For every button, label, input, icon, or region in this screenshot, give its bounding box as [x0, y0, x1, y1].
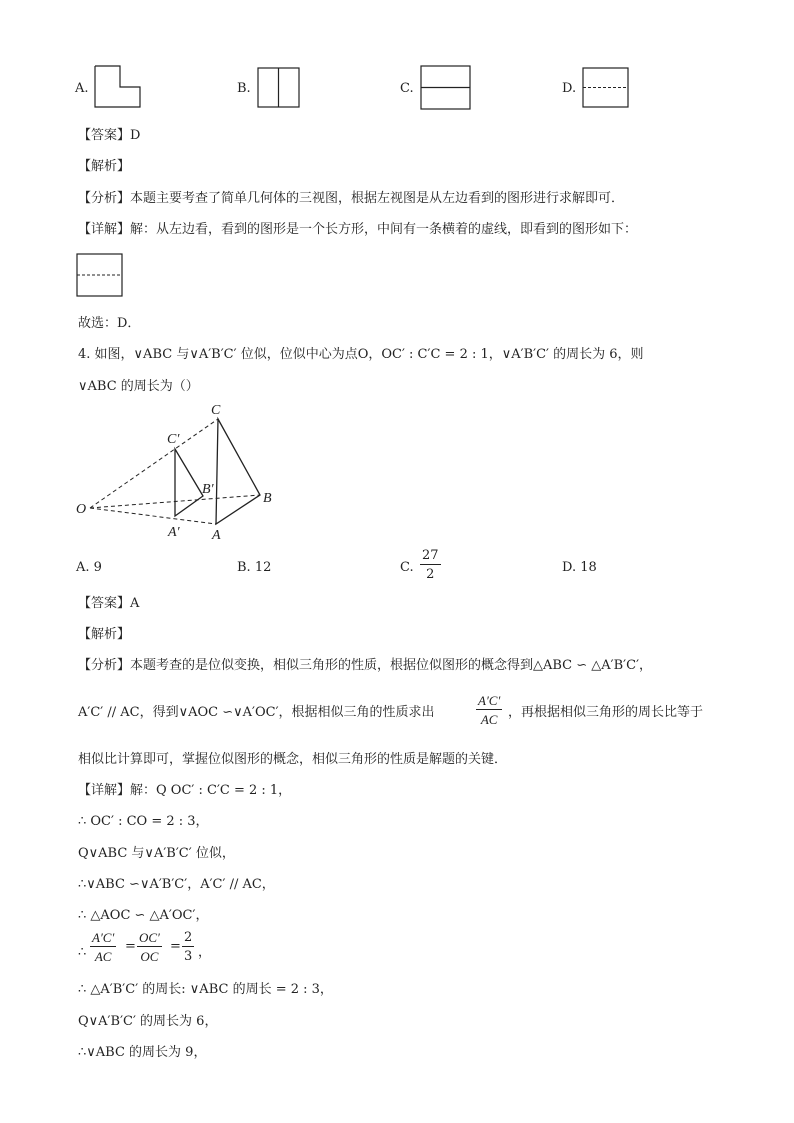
triangle-a1b1c1 — [175, 449, 203, 516]
label-c: C — [211, 403, 221, 418]
q3-answer-figure — [76, 253, 124, 297]
q4-fenxi-line3: 相似比计算即可，掌握位似图形的概念，相似三角形的性质是解题的关键． — [78, 752, 508, 767]
label-b: B — [263, 491, 272, 506]
q4-jiexi-heading: 【解析】 — [78, 627, 131, 642]
q4-answer: 【答案】A — [78, 596, 140, 611]
ray-oa — [90, 508, 216, 524]
option-c-label: C. — [400, 81, 414, 96]
label-a-prime: A′ — [168, 525, 180, 540]
q4-step-2: ∴ OC′ : CO = 2 : 3， — [78, 814, 209, 829]
q3-jiexi-heading: 【解析】 — [78, 159, 131, 174]
q4-fenxi-line1: 【分析】本题考查的是位似变换，相似三角形的性质，根据位似图形的概念得到△ABC ∽ △A′B′C′， — [78, 658, 653, 673]
option-b-shape — [257, 67, 301, 109]
q4-step-7: ∴ △A′B′C′ 的周长: ∨ABC 的周长 = 2 : 3， — [78, 982, 333, 997]
q3-fenxi: 【分析】本题主要考查了简单几何体的三视图，根据左视图是从左边看到的图形进行求解即可． — [78, 191, 625, 206]
q4-homothety-figure — [70, 398, 290, 548]
q4-step-6-equals-1: = — [125, 939, 136, 954]
triangle-abc — [216, 419, 260, 524]
q4-option-c-label: C. — [400, 560, 414, 575]
q4-step-3: Q∨ABC 与∨A′B′C′ 位似， — [78, 846, 235, 861]
q4-step-9: ∴∨ABC 的周长为 9， — [78, 1045, 207, 1060]
q4-option-b: B. 12 — [237, 560, 272, 575]
q4-step-6-fraction-3: $\frac{2}{3}$ — [184, 930, 193, 964]
option-b-label: B. — [237, 81, 251, 96]
label-a: A — [212, 528, 221, 543]
q4-step-6-prefix: ∴ — [78, 945, 87, 960]
option-d-label: D. — [562, 81, 577, 96]
q4-fenxi-line2-a: A′C′ // AC，得到∨AOC ∽∨A′OC′，根据相似三角的性质求出 — [78, 705, 435, 720]
q4-fenxi-line2-b: ，再根据相似三角形的周长比等于 — [508, 705, 704, 720]
q3-xiangjie: 【详解】解：从左边看，看到的图形是一个长方形，中间有一条横着的虚线，即看到的图形如下： — [78, 222, 638, 237]
label-b-prime: B′ — [202, 482, 214, 497]
q4-option-c-fraction: $\frac{27}{2}$ — [422, 548, 439, 582]
q4-option-d: D. 18 — [562, 560, 597, 575]
option-a-label: A. — [75, 81, 89, 96]
q4-stem-line1: 4. 如图，∨ABC 与∨A′B′C′ 位似，位似中心为点O，OC′ : C′C = 2 : 1，∨A′B′C′ 的周长为 6，则 — [78, 347, 644, 362]
q4-fenxi-fraction: $\frac{A'C'}{AC}$ — [478, 693, 501, 727]
q3-answer: 【答案】D — [78, 128, 141, 143]
option-d-shape — [582, 67, 630, 109]
q3-conclusion: 故选：D． — [78, 316, 141, 331]
q4-step-8: Q∨A′B′C′ 的周长为 6， — [78, 1014, 218, 1029]
q4-step-4: ∴∨ABC ∽∨A′B′C′，A′C′ // AC， — [78, 877, 275, 892]
q4-option-a: A. 9 — [76, 560, 102, 575]
option-c-shape — [420, 65, 472, 111]
q4-step-6-fraction-1: $\frac{A'C'}{AC}$ — [92, 930, 115, 964]
q4-step-1: 【详解】解：Q OC′ : C′C = 2 : 1， — [78, 783, 292, 798]
q4-step-6-equals-2: = — [170, 939, 181, 954]
label-o: O — [76, 502, 87, 517]
option-a-shape — [94, 65, 142, 109]
q4-stem-line2: ∨ABC 的周长为（） — [78, 379, 199, 394]
q4-step-6-fraction-2: $\frac{OC'}{OC}$ — [139, 930, 160, 964]
q4-step-6-suffix: ， — [198, 945, 212, 960]
q4-step-5: ∴ △AOC ∽ △A′OC′， — [78, 908, 209, 923]
label-c-prime: C′ — [167, 432, 180, 447]
ray-oc — [90, 419, 218, 508]
